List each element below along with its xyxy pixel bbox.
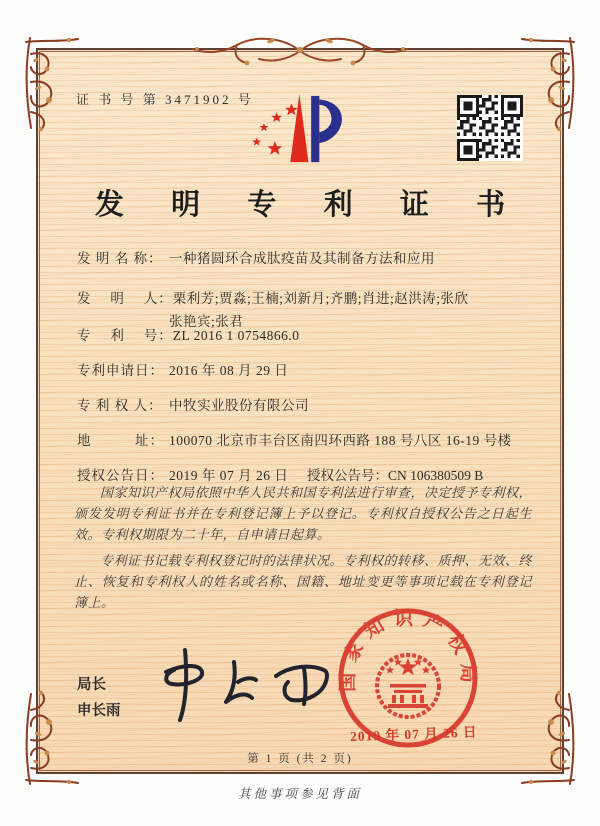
legal-paragraph-2: 专利证书记载专利权登记时的法律状况。专利权的转移、质押、无效、终止、恢复和专利权人的姓名或名称、国籍、地址变更等事项记载在专利登记簿上。 [74, 553, 533, 610]
legal-text [74, 482, 532, 618]
top-flourish-icon [185, 29, 415, 71]
field-label: 专 利 权 人： [77, 398, 163, 413]
legal-paragraph-1: 国家知识产权局依照中华人民共和国专利法进行审查，决定授予专利权，颁发发明专利证书并在专利登记簿上予以登记。专利权自授权公告之日起生效。专利权期限为二十年，自申请日起算。 [74, 485, 533, 542]
certificate-sheet [36, 48, 564, 774]
field-value-line2: 张艳宾;张君 [169, 314, 244, 329]
corner-flourish-icon [514, 690, 578, 786]
field-filing-date [77, 359, 288, 379]
certificate-number: 证 书 号 第 3471902 号 [76, 92, 254, 107]
field-label: 专 利 号： [77, 328, 173, 343]
field-invention-name [77, 247, 435, 267]
field-value: ZL 2016 1 0754866.0 [172, 328, 300, 343]
field-value: CN 106380509 B [388, 468, 484, 483]
field-value: 2019 年 07 月 26 日 [169, 468, 289, 483]
commissioner-title: 局长 [77, 677, 106, 693]
field-patent-number [77, 324, 300, 344]
page-number: 第 1 页 (共 2 页) [247, 753, 353, 765]
field-grant-date [77, 464, 288, 484]
corner-flourish-icon [22, 36, 86, 132]
field-label: 专利申请日： [77, 363, 164, 378]
field-label: 发 明 人： [77, 291, 173, 306]
commissioner-block [77, 672, 121, 724]
field-value: 中牧实业股份有限公司 [169, 398, 309, 413]
seal-text: 国家知识产权局 [337, 608, 479, 692]
field-label: 授权公告号： [307, 468, 388, 483]
field-value: 栗利芳;贾淼;王楠;刘新月;齐鹏;肖进;赵洪涛;张欣 [172, 291, 469, 306]
commissioner-name: 申长雨 [77, 703, 121, 719]
field-grant-number [307, 464, 483, 484]
qr-code [457, 95, 523, 161]
back-side-note: 其他事项参见背面 [237, 787, 362, 801]
corner-flourish-icon [514, 36, 578, 132]
field-value: 一种猪圆环合成肽疫苗及其制备方法和应用 [169, 251, 435, 266]
handwritten-signature [138, 642, 348, 732]
field-address [77, 429, 512, 449]
field-label: 地 址： [77, 433, 164, 448]
svg-text:国家知识产权局 [337, 606, 479, 692]
field-value: 2016 年 08 月 29 日 [169, 363, 289, 378]
national-emblem-icon [377, 655, 439, 717]
field-value: 100070 北京市丰台区南四环西路 188 号八区 16-19 号楼 [169, 433, 512, 448]
certificate-title: 发 明 专 利 证 书 [94, 189, 526, 221]
field-label: 发 明 名 称： [77, 251, 163, 266]
cnipa-logo-icon [244, 88, 362, 170]
seal-date: 2019 年 07 月 26 日 [349, 724, 478, 744]
field-label: 授权公告日： [77, 468, 164, 483]
field-patentee [77, 394, 309, 414]
